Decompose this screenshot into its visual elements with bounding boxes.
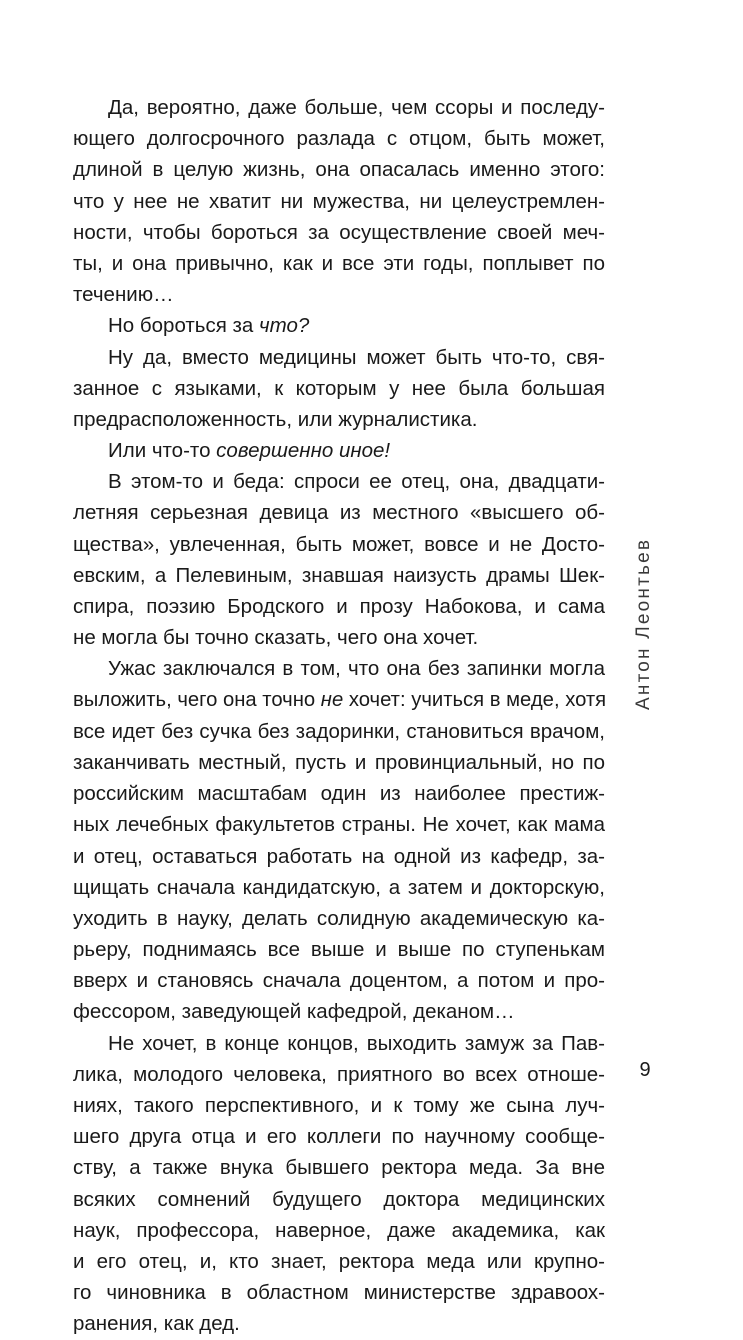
text-segment: шего друга отца и его коллеги по научному сообще- bbox=[73, 1125, 605, 1149]
text-segment: Или что-то bbox=[108, 439, 217, 463]
text-line bbox=[73, 279, 605, 310]
text-line bbox=[73, 778, 605, 809]
text-segment: ных лечебных факультетов страны. Не хочет, как мама bbox=[73, 813, 605, 837]
text-segment: и его отец, и, кто знает, ректора меда или крупно- bbox=[73, 1249, 605, 1273]
text-line bbox=[73, 1028, 605, 1059]
text-line bbox=[73, 404, 605, 435]
text-segment: ты, и она привычно, как и все эти годы, поплывет по bbox=[73, 251, 605, 275]
text-segment: заканчивать местный, пусть и провинциальный, но по bbox=[73, 750, 605, 774]
text-segment: Да, вероятно, даже больше, чем ссоры и последу- bbox=[108, 96, 605, 119]
text-segment: фессором, заведующей кафедрой, деканом… bbox=[73, 1000, 515, 1024]
text-segment: выложить, чего она точно bbox=[73, 688, 321, 711]
text-line bbox=[73, 996, 605, 1027]
text-segment: ности, чтобы бороться за осуществление своей меч- bbox=[73, 220, 605, 244]
text-segment: Но бороться за bbox=[108, 314, 260, 338]
text-line bbox=[73, 872, 605, 903]
text-line bbox=[73, 653, 605, 684]
text-segment: вверх и становясь сначала доцентом, а потом и про- bbox=[73, 969, 605, 993]
text-segment: российским масштабам один из наиболее престиж- bbox=[73, 782, 605, 806]
text-segment: длиной в целую жизнь, она опасалась именно этого: bbox=[73, 158, 605, 182]
text-segment: ющего долгосрочного разлада с отцом, быть может, bbox=[73, 127, 605, 151]
text-line bbox=[73, 934, 605, 965]
text-line bbox=[73, 685, 605, 716]
text-segment: летняя серьезная девица из местного «высшего об- bbox=[73, 501, 605, 525]
running-head-author: Антон Леонтьев bbox=[633, 537, 654, 710]
text-line bbox=[73, 903, 605, 934]
text-segment: щищать сначала кандидатскую, а затем и докторскую, bbox=[73, 875, 605, 899]
italic-text-segment: что? bbox=[259, 314, 310, 338]
text-segment: не могла бы точно сказать, чего она хочет. bbox=[73, 626, 479, 650]
text-line bbox=[73, 435, 605, 466]
text-segment: лика, молодого человека, приятного во всех отноше- bbox=[73, 1062, 605, 1086]
text-segment: го чиновника в областном министерстве здравоох- bbox=[73, 1281, 605, 1305]
text-segment: уходить в науку, делать солидную академическую ка- bbox=[73, 906, 605, 930]
text-line bbox=[73, 123, 605, 154]
text-segment: щества», увлеченная, быть может, вовсе и не Досто- bbox=[73, 532, 605, 556]
text-segment: все идет без сучка без задоринки, становиться врачом, bbox=[73, 719, 605, 743]
text-line bbox=[73, 466, 605, 497]
text-line bbox=[73, 154, 605, 185]
text-segment: ниях, такого перспективного, и к тому же сына луч- bbox=[73, 1094, 605, 1117]
text-line bbox=[73, 1215, 605, 1246]
text-line bbox=[73, 310, 605, 341]
text-segment: течению… bbox=[73, 283, 174, 307]
text-segment: всяких сомнений будущего доктора медицинских bbox=[73, 1187, 605, 1211]
text-line bbox=[73, 497, 605, 528]
text-line bbox=[73, 747, 605, 778]
italic-text-segment: не bbox=[320, 688, 344, 711]
text-line bbox=[73, 1246, 605, 1277]
text-line bbox=[73, 217, 605, 248]
text-segment: евским, а Пелевиным, знавшая наизусть драмы Шек- bbox=[73, 563, 605, 587]
text-segment: Ужас заключался в том, что она без запинки могла bbox=[108, 657, 605, 681]
text-segment: ству, а также внука бывшего ректора меда. За вне bbox=[73, 1156, 605, 1180]
text-line bbox=[73, 560, 605, 591]
text-line bbox=[73, 529, 605, 560]
text-line bbox=[73, 1152, 605, 1183]
text-segment: В этом-то и беда: спроси ее отец, она, двадцати- bbox=[108, 470, 605, 494]
text-line bbox=[73, 248, 605, 279]
text-line bbox=[73, 1308, 605, 1339]
text-segment: ранения, как дед. bbox=[73, 1312, 240, 1336]
text-segment: Ну да, вместо медицины может быть что-то, свя- bbox=[108, 345, 605, 369]
text-segment: и отец, оставаться работать на одной из кафедр, за- bbox=[73, 844, 605, 868]
text-line bbox=[73, 1059, 605, 1090]
text-line bbox=[73, 716, 605, 747]
text-segment: рьеру, поднимаясь все выше и выше по ступенькам bbox=[73, 938, 605, 962]
text-line bbox=[73, 92, 605, 123]
body-text bbox=[73, 92, 605, 1340]
text-line bbox=[73, 373, 605, 404]
text-line bbox=[73, 342, 605, 373]
page-number: 9 bbox=[639, 1059, 651, 1081]
text-line bbox=[73, 841, 605, 872]
text-line bbox=[73, 591, 605, 622]
text-segment: предрасположенность, или журналистика. bbox=[73, 407, 478, 431]
text-line bbox=[73, 965, 605, 996]
text-segment: Не хочет, в конце концов, выходить замуж за Пав- bbox=[108, 1031, 605, 1055]
text-segment: наук, профессора, наверное, даже академика, как bbox=[73, 1218, 605, 1242]
italic-text-segment: совершенно иное! bbox=[216, 439, 391, 463]
text-line bbox=[73, 186, 605, 217]
text-segment: спира, поэзию Бродского и прозу Набокова, и сама bbox=[73, 595, 605, 618]
text-segment: что у нее не хватит ни мужества, ни целеустремлен- bbox=[73, 189, 605, 213]
text-segment: занное с языками, к которым у нее была большая bbox=[73, 376, 605, 400]
text-line bbox=[73, 1121, 605, 1152]
text-line bbox=[73, 1090, 605, 1121]
text-line bbox=[73, 1277, 605, 1308]
text-line bbox=[73, 809, 605, 840]
text-segment: хочет: учиться в меде, хотя bbox=[343, 688, 607, 711]
text-line bbox=[73, 1184, 605, 1215]
text-line bbox=[73, 622, 605, 653]
